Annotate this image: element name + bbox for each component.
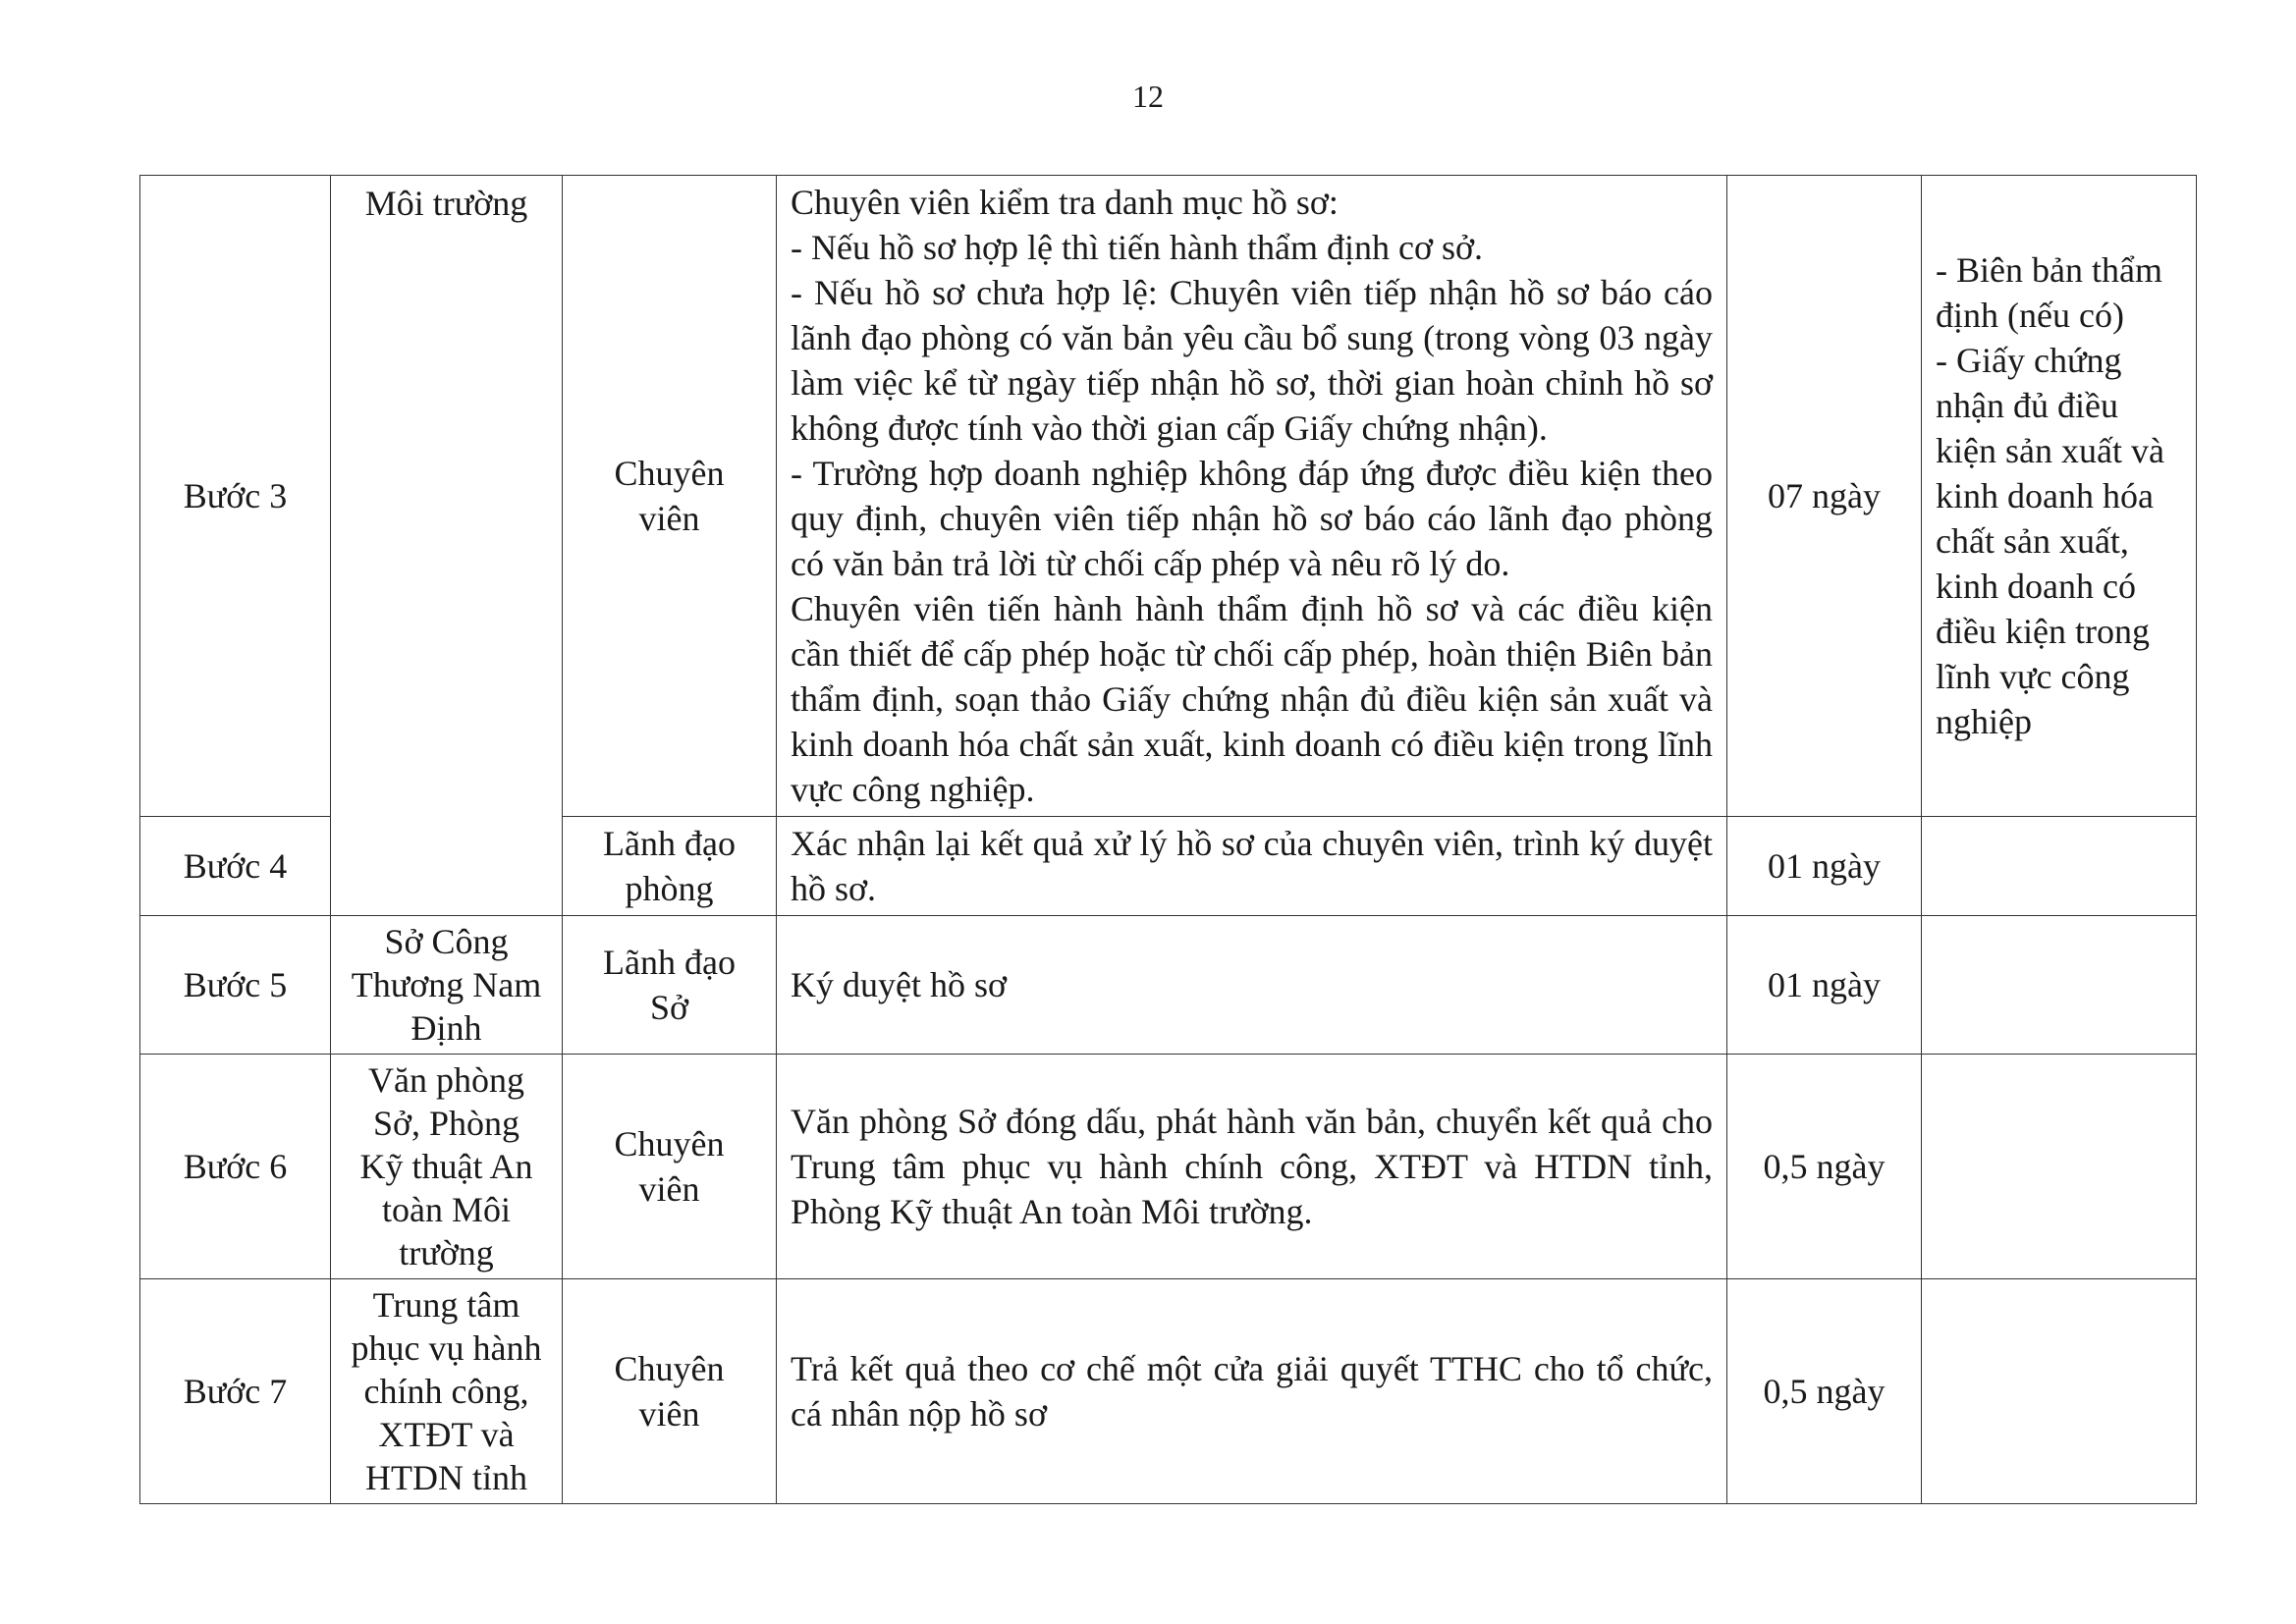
role-cell: Lãnh đạo phòng [563,817,777,916]
step-cell: Bước 3 [140,176,331,817]
description-cell: Trả kết quả theo cơ chế một cửa giải quyết TTHC cho tổ chức, cá nhân nộp hồ sơ [777,1279,1727,1504]
role-cell: Chuyên viên [563,1055,777,1279]
unit-cell: Môi trường [331,176,563,916]
unit-cell: Văn phòng Sở, Phòng Kỹ thuật An toàn Môi trường [331,1055,563,1279]
description-cell: Xác nhận lại kết quả xử lý hồ sơ của chuyên viên, trình ký duyệt hồ sơ. [777,817,1727,916]
unit-cell: Sở Công Thương Nam Định [331,916,563,1055]
result-cell [1922,1055,2197,1279]
time-cell: 01 ngày [1727,817,1922,916]
step-cell: Bước 7 [140,1279,331,1504]
description-cell: Chuyên viên kiểm tra danh mục hồ sơ: - Nếu hồ sơ hợp lệ thì tiến hành thẩm định cơ sở. - Nếu hồ sơ chưa hợp lệ: Chuyên viên tiếp nhận hồ sơ báo cáo lãnh đạo phòng có văn bản yêu cầu bổ sung (trong vòng 03 ngày làm việc kể từ ngày tiếp nhận hồ sơ, thời gian hoàn chỉnh hồ sơ không được tính vào thời gian cấp Giấy chứng nhận). - Trường hợp doanh nghiệp không đáp ứng được điều kiện theo quy định, chuyên viên tiếp nhận hồ sơ báo cáo lãnh đạo phòng có văn bản trả lời từ chối cấp phép và nêu rõ lý do. Chuyên viên tiến hành hành thẩm định hồ sơ và các điều kiện cần thiết để cấp phép hoặc từ chối cấp phép, hoàn thiện Biên bản thẩm định, soạn thảo Giấy chứng nhận đủ điều kiện sản xuất và kinh doanh hóa chất sản xuất, kinh doanh có điều kiện trong lĩnh vực công nghiệp. [777,176,1727,817]
page-number: 12 [1132,79,1164,114]
role-cell: Lãnh đạo Sở [563,916,777,1055]
procedure-table [139,175,2197,1504]
time-cell: 0,5 ngày [1727,1279,1922,1504]
table-row [140,1055,2197,1279]
step-cell: Bước 5 [140,916,331,1055]
role-cell: Chuyên viên [563,176,777,817]
result-cell: - Biên bản thẩm định (nếu có) - Giấy chứng nhận đủ điều kiện sản xuất và kinh doanh hóa chất sản xuất, kinh doanh có điều kiện trong lĩnh vực công nghiệp [1922,176,2197,817]
table-row [140,1279,2197,1504]
table-row [140,916,2197,1055]
unit-cell: Trung tâm phục vụ hành chính công, XTĐT và HTDN tỉnh [331,1279,563,1504]
time-cell: 07 ngày [1727,176,1922,817]
description-cell: Văn phòng Sở đóng dấu, phát hành văn bản, chuyển kết quả cho Trung tâm phục vụ hành chính công, XTĐT và HTDN tỉnh, Phòng Kỹ thuật An toàn Môi trường. [777,1055,1727,1279]
time-cell: 0,5 ngày [1727,1055,1922,1279]
result-cell [1922,916,2197,1055]
result-cell [1922,1279,2197,1504]
description-cell: Ký duyệt hồ sơ [777,916,1727,1055]
role-cell: Chuyên viên [563,1279,777,1504]
step-cell: Bước 6 [140,1055,331,1279]
step-cell: Bước 4 [140,817,331,916]
table-row [140,176,2197,817]
result-cell [1922,817,2197,916]
time-cell: 01 ngày [1727,916,1922,1055]
